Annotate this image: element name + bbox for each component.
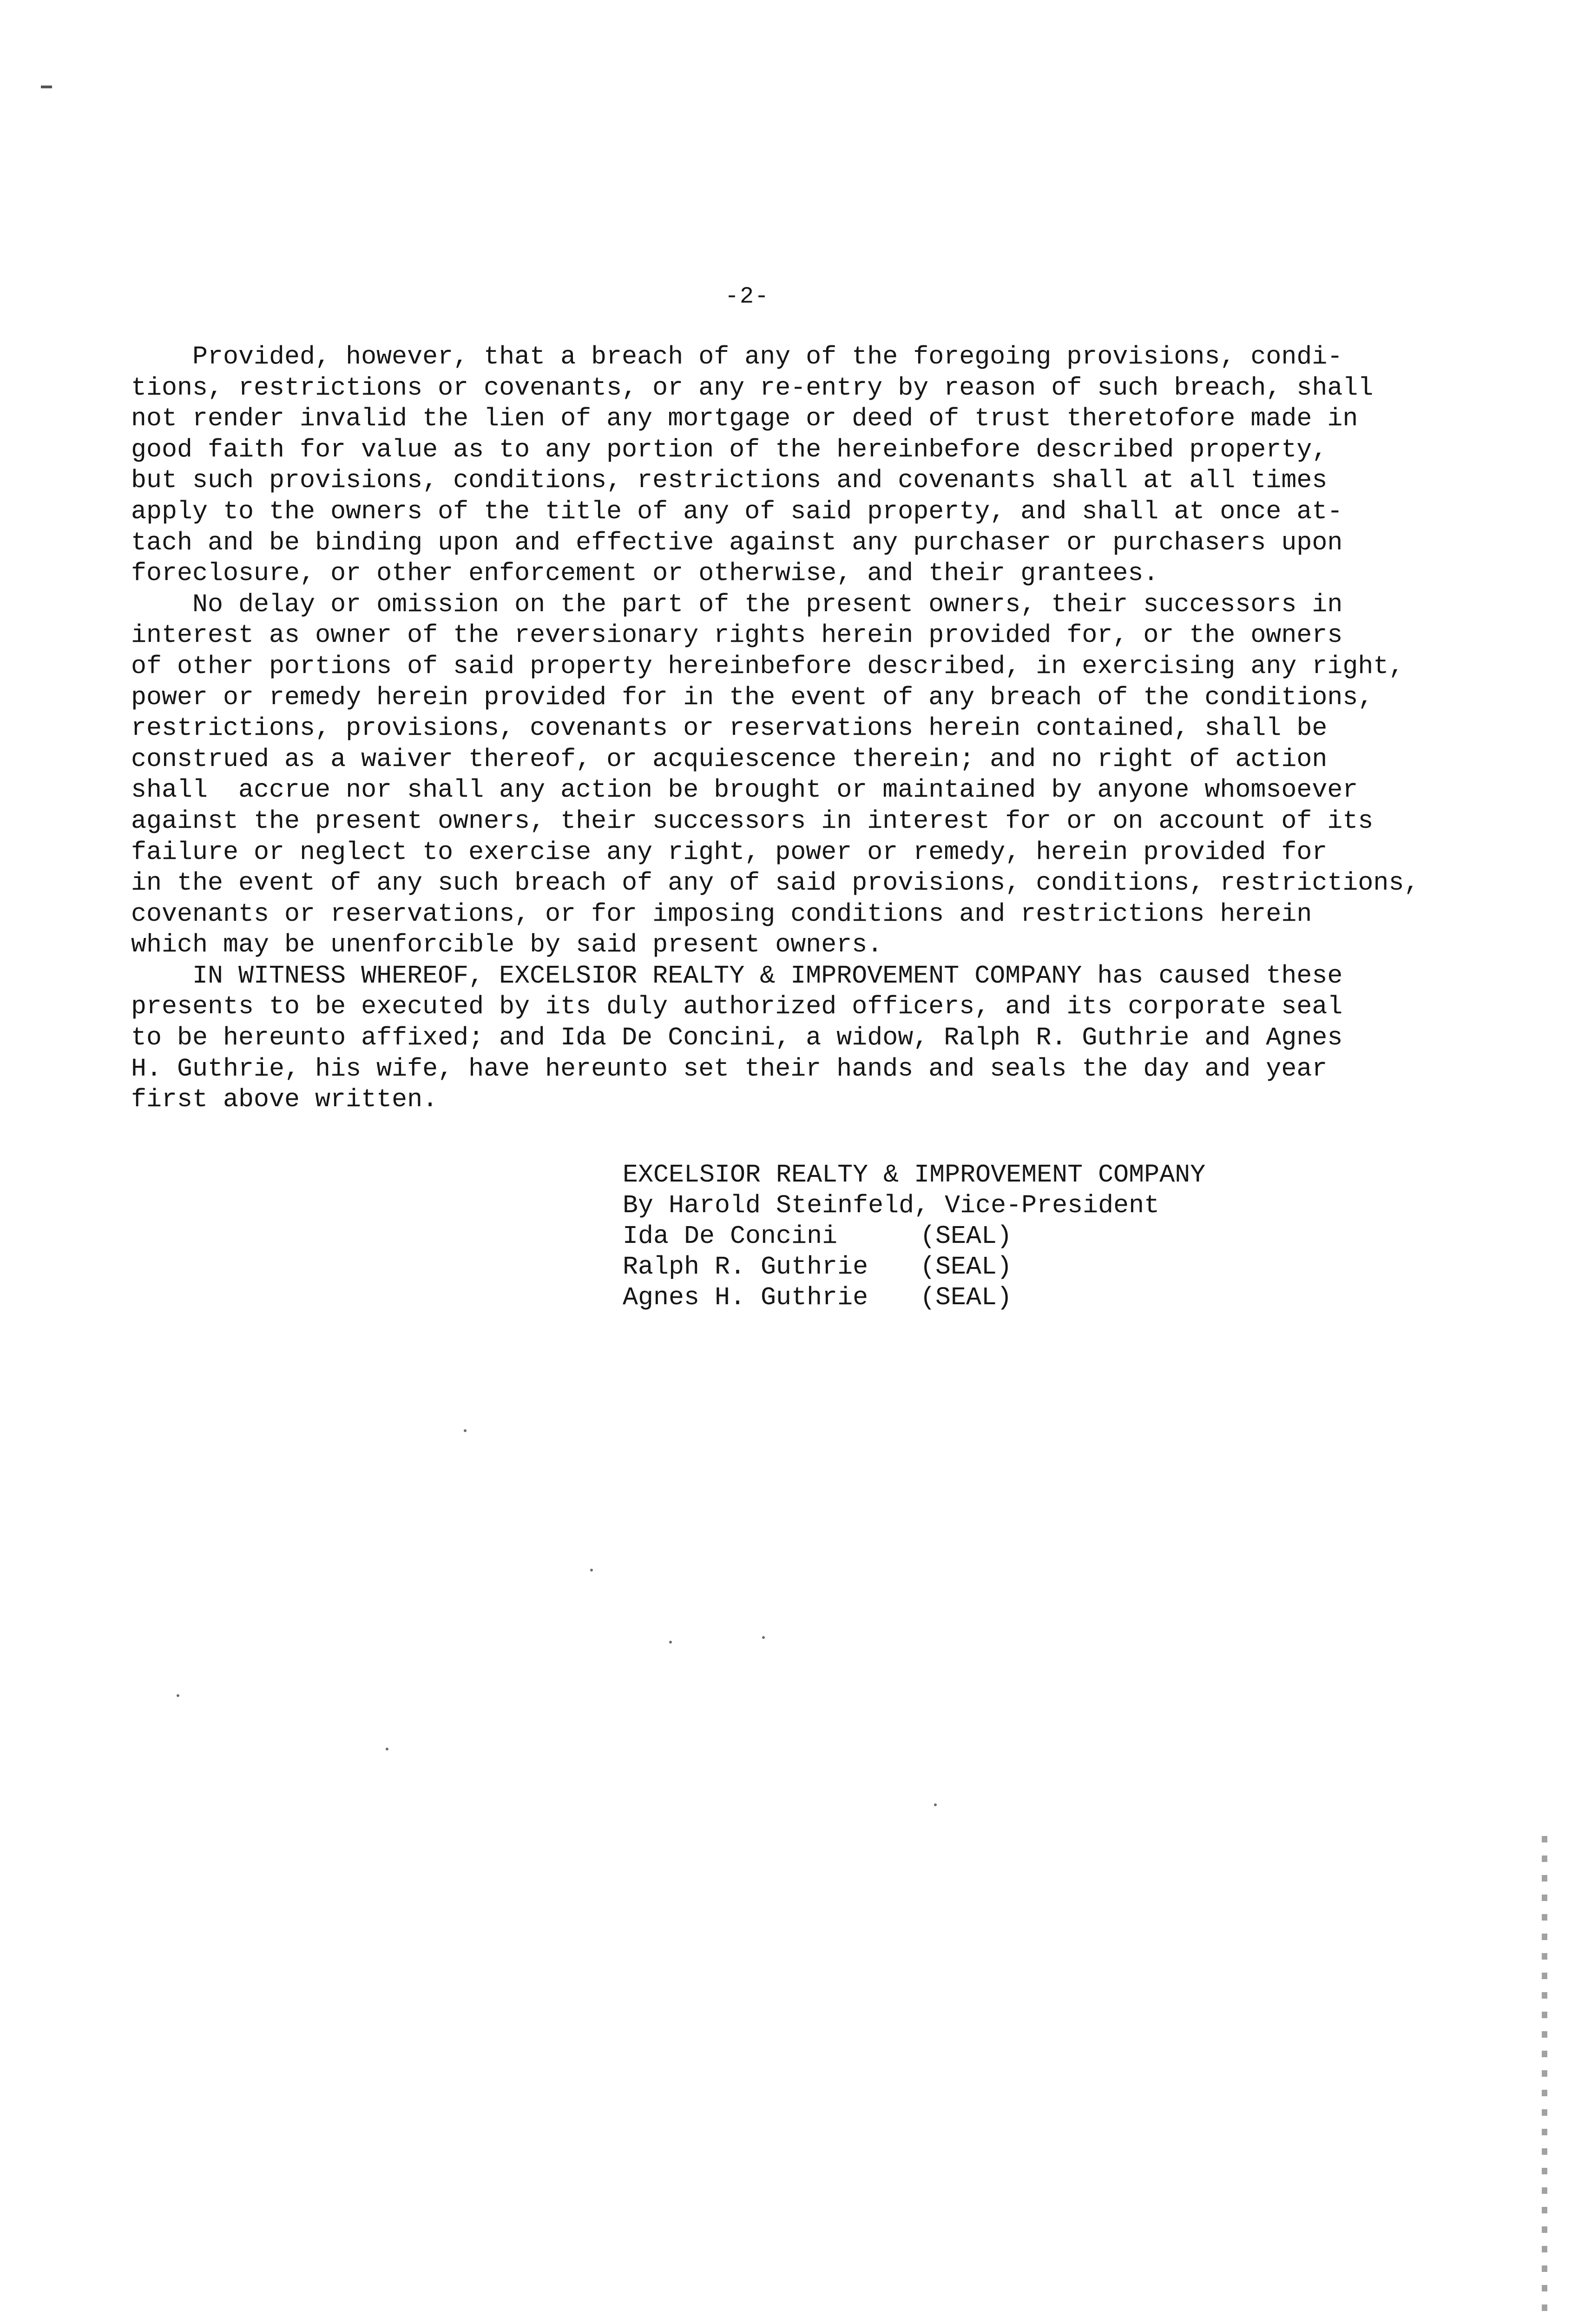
text-line: which may be unenforcible by said present owners.: [131, 930, 883, 960]
text-line: good faith for value as to any portion of the hereinbefore described property,: [131, 435, 1328, 464]
paragraph-proviso: [131, 342, 1469, 589]
document-body: [131, 342, 1469, 1116]
signer-row: [623, 1282, 1205, 1313]
scan-edge-marks: [1542, 1836, 1547, 2324]
text-line: to be hereunto affixed; and Ida De Concini, a widow, Ralph R. Guthrie and Agnes: [131, 1023, 1343, 1053]
signer-name: Agnes H. Guthrie: [623, 1283, 868, 1312]
text-line: tach and be binding upon and effective against any purchaser or purchasers upon: [131, 528, 1343, 557]
text-line: presents to be executed by its duly authorized officers, and its corporate seal: [131, 992, 1343, 1022]
scan-artifact: [464, 1429, 467, 1432]
text-line: interest as owner of the reversionary rights herein provided for, or the owners: [131, 621, 1343, 650]
text-line: failure or neglect to exercise any right, power or remedy, herein provided for: [131, 837, 1328, 867]
scan-artifact: [386, 1748, 388, 1750]
text-line: apply to the owners of the title of any of said property, and shall at once at-: [131, 496, 1343, 526]
paragraph-no-waiver: [131, 589, 1469, 961]
signer-row: [623, 1252, 1205, 1282]
scan-artifact: [177, 1694, 179, 1697]
text-line: restrictions, provisions, covenants or reservations herein contained, shall be: [131, 713, 1328, 743]
text-line: first above written.: [131, 1085, 438, 1115]
officer-signature: By Harold Steinfeld, Vice-President: [623, 1191, 1160, 1220]
company-name: EXCELSIOR REALTY & IMPROVEMENT COMPANY: [623, 1160, 1206, 1189]
seal-mark: (SEAL): [920, 1221, 1013, 1251]
text-line: tions, restrictions or covenants, or any re-entry by reason of such breach, shall: [131, 373, 1374, 403]
text-line: but such provisions, conditions, restrictions and covenants shall at all times: [131, 466, 1328, 495]
text-line: Provided, however, that a breach of any of the foregoing provisions, condi-: [131, 342, 1343, 371]
signer-row: [623, 1221, 1205, 1252]
text-line: in the event of any such breach of any of said provisions, conditions, restrictions,: [131, 868, 1420, 898]
text-line: of other portions of said property hereinbefore described, in exercising any right,: [131, 651, 1404, 681]
text-line: construed as a waiver thereof, or acquiescence therein; and no right of action: [131, 744, 1328, 774]
text-line: covenants or reservations, or for imposing conditions and restrictions herein: [131, 899, 1312, 929]
page-number: -2-: [725, 284, 770, 310]
text-line: foreclosure, or other enforcement or otherwise, and their grantees.: [131, 559, 1159, 588]
scan-artifact: [590, 1569, 593, 1571]
text-line: not render invalid the lien of any mortgage or deed of trust theretofore made in: [131, 404, 1358, 434]
text-line: IN WITNESS WHEREOF, EXCELSIOR REALTY & IMPROVEMENT COMPANY has caused these: [131, 961, 1343, 990]
seal-mark: (SEAL): [920, 1252, 1013, 1281]
text-line: against the present owners, their successors in interest for or on account of its: [131, 806, 1374, 836]
scan-artifact: [41, 86, 52, 88]
text-line: No delay or omission on the part of the present owners, their successors in: [131, 589, 1343, 619]
scan-artifact: [762, 1636, 765, 1639]
text-line: power or remedy herein provided for in the event of any breach of the conditions,: [131, 682, 1374, 712]
text-line: shall accrue nor shall any action be brought or maintained by anyone whomsoever: [131, 775, 1358, 805]
signer-name: Ida De Concini: [623, 1221, 838, 1251]
seal-mark: (SEAL): [920, 1283, 1013, 1312]
signature-block: [623, 1160, 1205, 1313]
text-line: H. Guthrie, his wife, have hereunto set their hands and seals the day and year: [131, 1054, 1328, 1083]
paragraph-witness: [131, 961, 1469, 1116]
signer-name: Ralph R. Guthrie: [623, 1252, 868, 1281]
scan-artifact: [669, 1641, 672, 1644]
scan-artifact: [934, 1803, 937, 1806]
